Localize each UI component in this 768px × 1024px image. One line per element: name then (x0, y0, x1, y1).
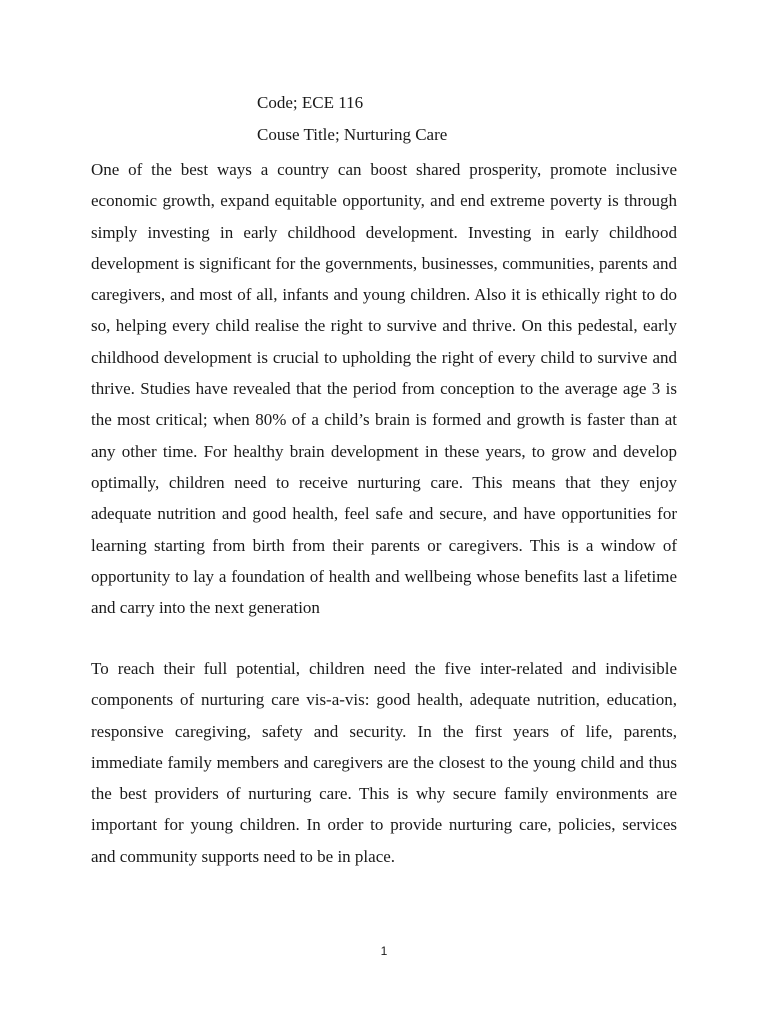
course-title: Couse Title; Nurturing Care (257, 125, 448, 144)
course-code: Code; ECE 116 (257, 93, 364, 112)
body-paragraph: To reach their full potential, children need the five inter-related and indivisible components of nurturing care vis-a-vis: good health, adequate nutrition, education, responsive caregiving, safety and security. In the first years of life, parents, immediate family members and caregivers are the closest to the young child and thus the best providers of nurturing care. This is why secure family environments are important for young children. In order to provide nurturing care, policies, services and community supports need to be in place. (91, 659, 677, 866)
body-paragraph: One of the best ways a country can boost shared prosperity, promote inclusive economic growth, expand equitable opportunity, and end extreme poverty is through simply investing in early childhood development. Investing in early childhood development is significant for the governments, businesses, communities, parents and caregivers, and most of all, infants and young children. Also it is ethically right to do so, helping every child realise the right to survive and thrive. On this pedestal, early childhood development is crucial to upholding the right of every child to survive and thrive. Studies have revealed that the period from conception to the average age 3 is the most critical; when 80% of a child’s brain is formed and growth is faster than at any other time. For healthy brain development in these years, to grow and develop optimally, children need to receive nurturing care. This means that they enjoy adequate nutrition and good health, feel safe and secure, and have opportunities for learning starting from birth from their parents or caregivers. This is a window of opportunity to lay a foundation of health and wellbeing whose benefits last a lifetime and carry into the next generation (91, 160, 677, 618)
page-number: 1 (380, 944, 388, 958)
